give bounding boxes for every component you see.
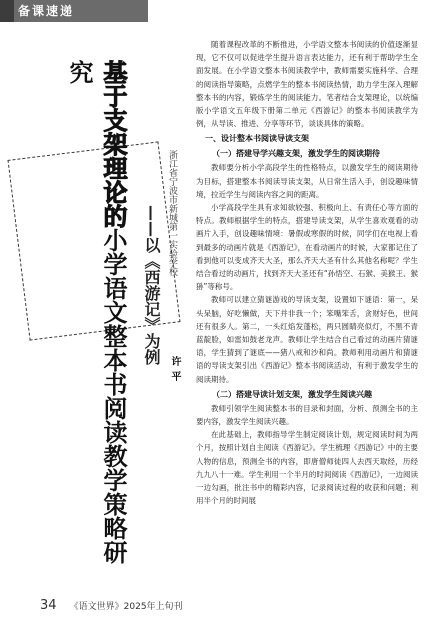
body-paragraph: 教师可以建立猜谜游戏的导读支架，设置如下谜语：第一，呆头呆脑，好吃懒做，天下并非我一个；笨嘴笨舌，贪财好色，世间还有很多人。第二，一头红焰发蓬松，两只圆睛亮似灯，不黑不青蓝靛脸，如雷如鼓老龙声。教师让学生结合自己看过的动画片猜谜语，学生猜到了谜底——猪八戒和沙和尚。教师利用动画片和猜谜语的导读支架引出《西游记》整本书阅读活动，有利于激发学生的阅读期待。: [196, 295, 418, 384]
body-paragraph: 教师要分析小学高段学生的性格特点，以激发学生的阅读期待为目标，搭建整本书阅读导读支架，从日常生活入手，创设趣味情境，拉近学生与阅读内容之间的距离。: [196, 163, 418, 199]
body-paragraph: 随着课程改革的不断推进，小学语文整本书阅读的价值逐渐显现，它不仅可以促进学生提升语言表达能力，还有利于帮助学生全面发展。在小学语文整本书阅读教学中，教师需要实施科学、合理的阅读指导策略，点燃学生的整本书阅读热情，助力学生深入理解整本书的内容，锻炼学生的阅读能力。笔者结合支架理论，以统编版小学语文五年级下册第二单元《西游记》的整本书阅读教学为例，从导读、推进、分享等环节，谈谈具体的策略。: [196, 40, 418, 129]
subsection-heading: （一）搭建导学兴趣支架，激发学生的阅读期待: [212, 149, 380, 159]
author-affiliation: 浙江省宁波市新城第一实验学校: [167, 150, 177, 276]
article-body: [196, 38, 418, 585]
page-number: 34: [40, 598, 57, 613]
subsection-heading: （二）搭建导读计划支架，激发学生阅读兴趣: [212, 389, 372, 399]
page-footer: [40, 594, 183, 613]
body-paragraph: 小学高段学生具有求知欲较强、积极向上、有责任心等方面的特点。教师根据学生的特点，搭建导读支架，从学生喜欢观看的动画片入手，创设趣味情境：暑假或寒假的时候，同学们在电视上看到最多的动画片就是《西游记》，在看动画片的时候，大家都记住了看到他可以变成齐天大圣，那么齐天大圣有什么其他名称呢？学生结合看过的动画片，找到齐天大圣还有“孙悟空、石猴、美猴王、猴狲”等称号。: [196, 203, 418, 292]
journal-name: 《语文世界》2025年上旬刊: [69, 602, 183, 612]
section-header-bar: [0, 0, 148, 22]
author-name: 许平: [169, 356, 180, 386]
title-part-outline: 基于支架理论的: [99, 60, 127, 228]
body-paragraph: 教师引领学生阅读整本书的目录和封面，分析、预测全书的主要内容，激发学生阅读兴趣。: [196, 403, 418, 427]
article-subtitle: ——以《西游记》为例: [142, 205, 161, 365]
body-paragraph: 在此基础上，教师指导学生制定阅读计划，规定阅读时间为两个月，按照计划自主阅读《西游记》。学生梳理《西游记》中的主要人物的信息，预测全书的内容，即唐僧师徒四人去西天取经，历经九九八十一难。学生利用一个半月的时间阅读《西游记》，一边阅读一边勾画，批注书中的精彩内容，记录阅读过程的收获和问题；利用半个月的时间展: [196, 430, 418, 506]
header-accent-strip: [0, 0, 14, 22]
section-label: 备课速递: [18, 4, 75, 18]
section-heading: 一、设计整本书阅读导读支架: [205, 134, 309, 144]
article-title: [65, 60, 130, 580]
title-part-solid: 小学语文整本书阅读教学策略研究: [65, 60, 127, 564]
